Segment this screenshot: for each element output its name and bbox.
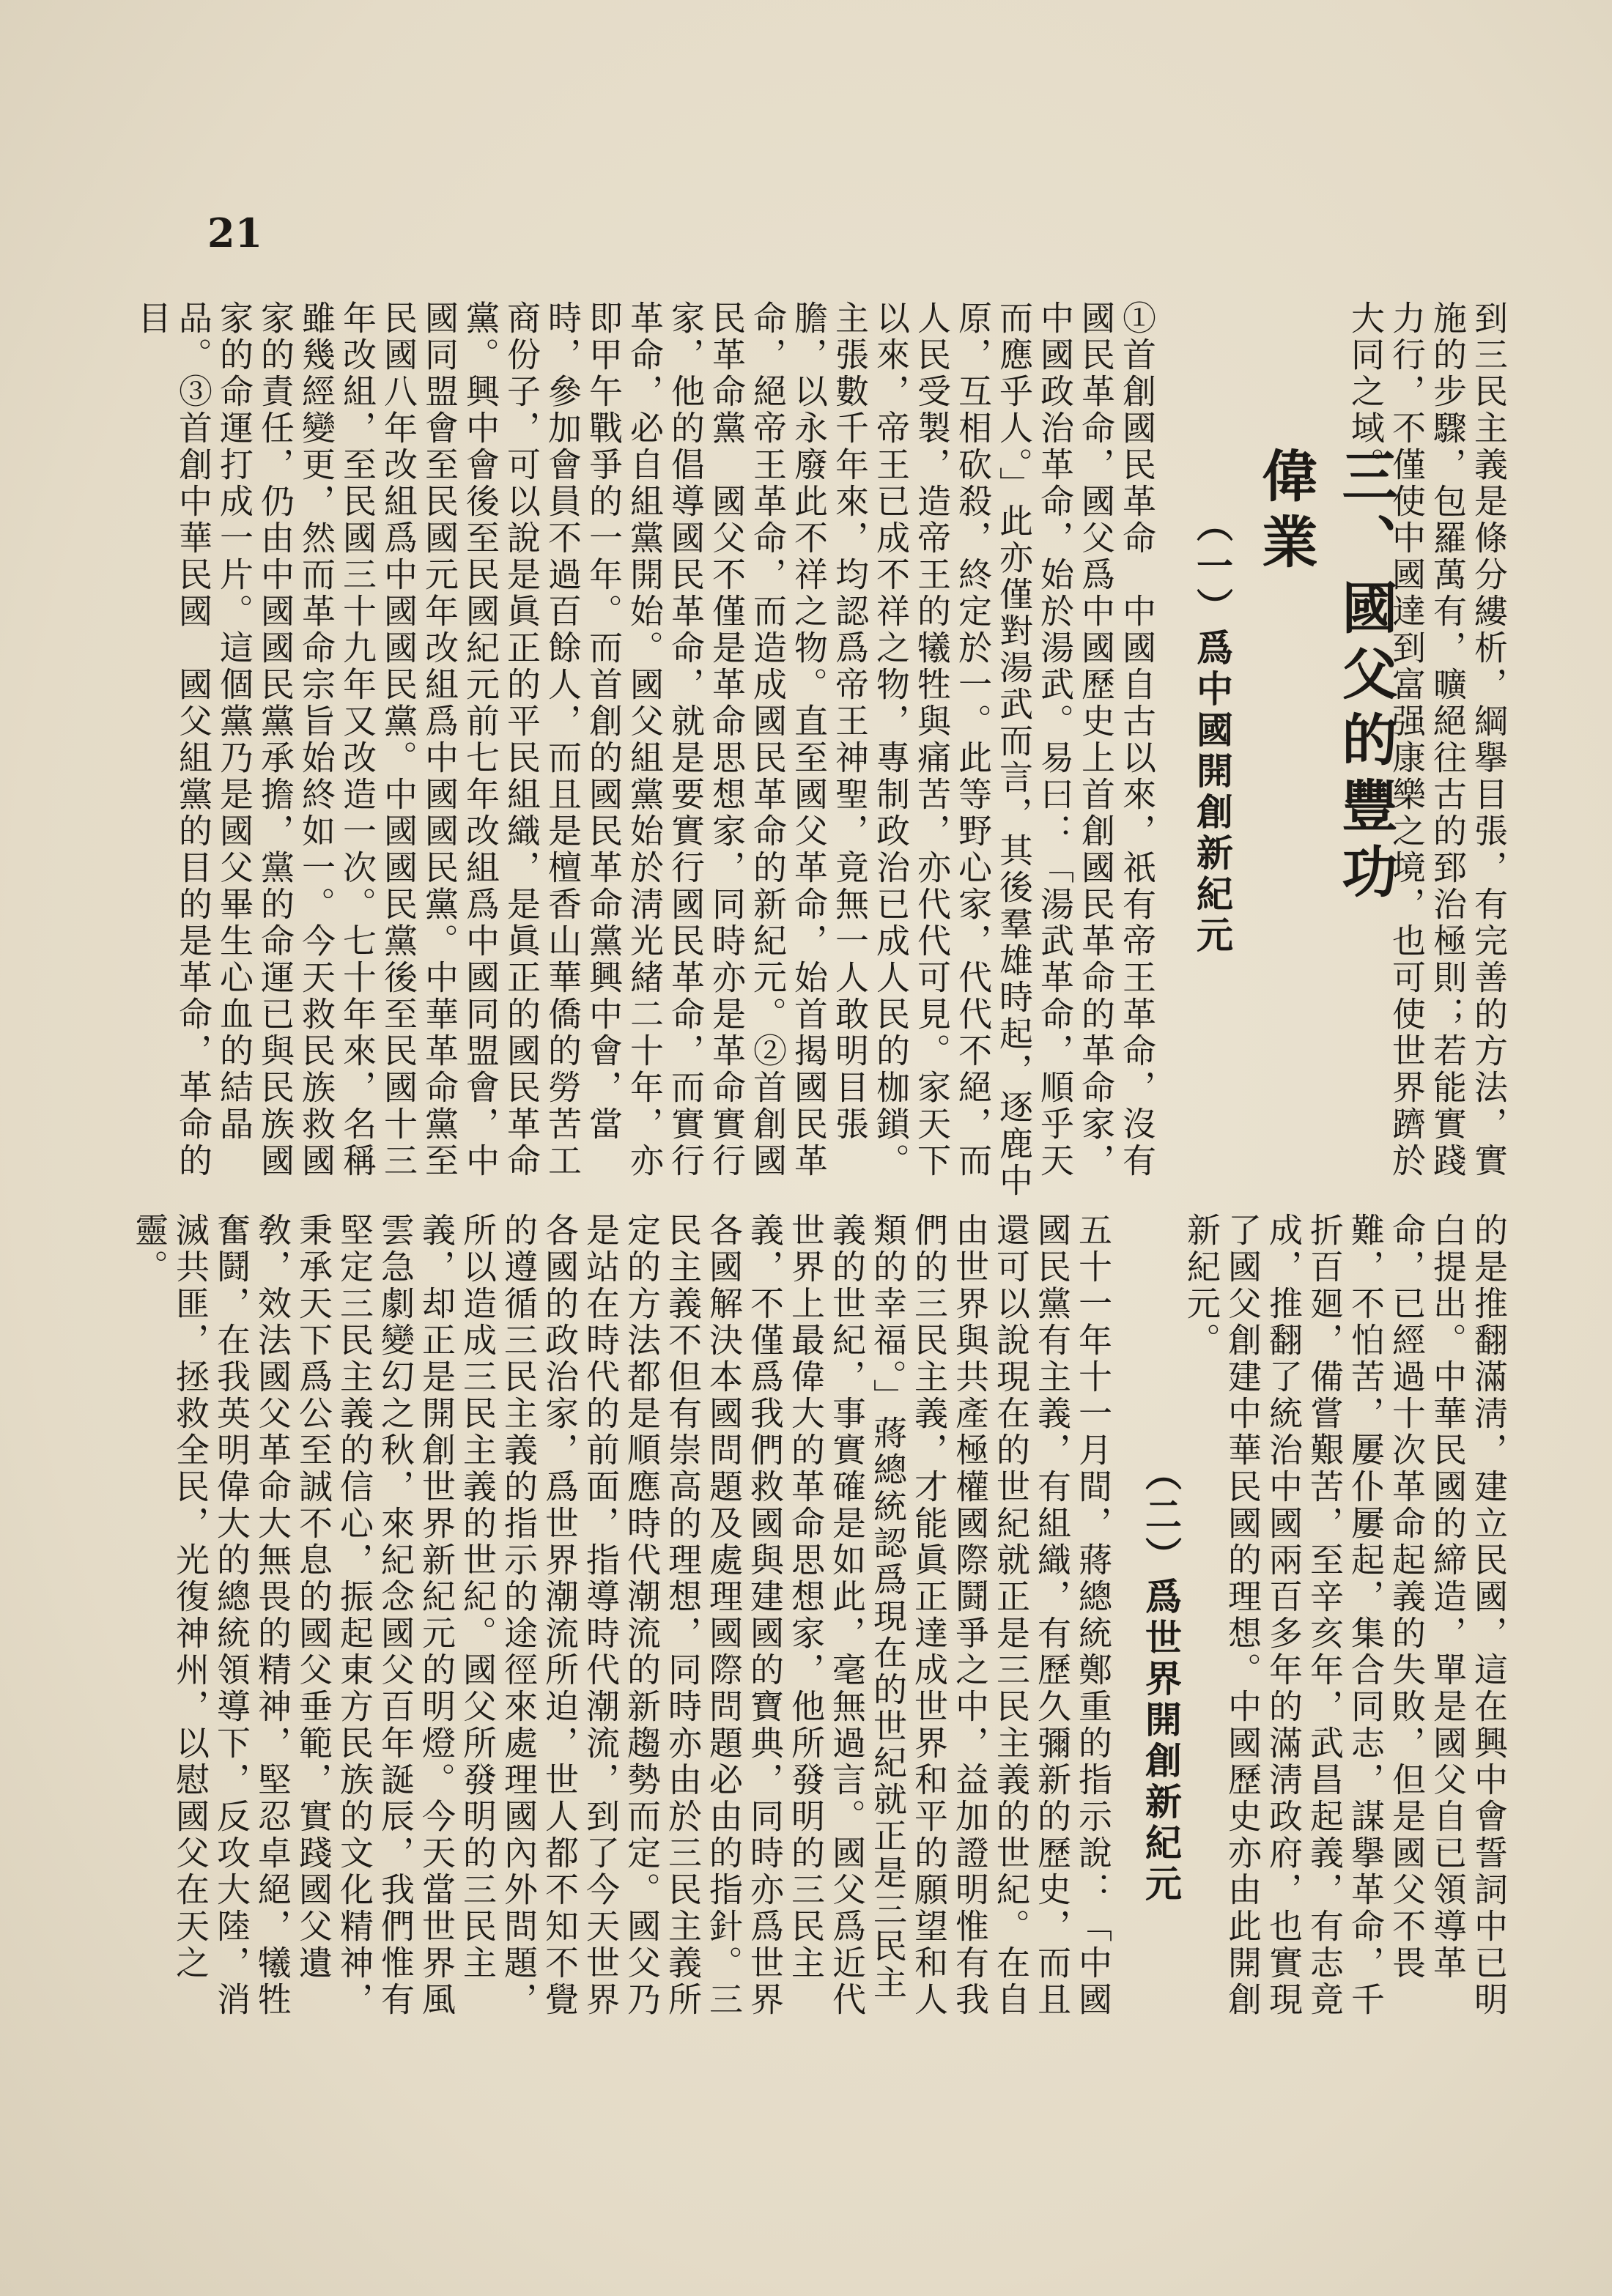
- subsection-1-text-upper: ①首創國民革命 中國自古以來，祇有帝王革命，沒有國民革命，國父爲中國歷史上首創國民革命的革命家，中國政治革命，始於湯武。易曰：「湯武革命，順乎天而應乎人。」此亦僅對湯武而言，其後羣雄時起，逐鹿中原，互相砍殺，終定於一。此等野心家，代代不絕，而人民受製，造帝王的犧牲與痛苦，亦代代可見。家天下以來，帝王已成不祥之物，專制政治已成人民的枷鎖。主張數千年來，均認爲帝王神聖，竟無一人敢明目張膽，以永廢此不祥之物。直至國父革命，始首揭國民革命，絕帝王革命，而造成國民革命的新紀元。②首創國民革命黨 國父不僅是革命思想家，同時亦是革命實行家，他的倡導國民革命，就是要實行國民革命，而實行革命，必自組黨開始。國父組黨始於淸光緒二十年，亦即甲午戰爭的一年。而首創的國民革命黨興中會，當時，參加會員不過百餘人，而且是檀香山華僑的勞苦工商份子，可以說是眞正的平民組織，是眞正的國民革命黨。興中會後至民國紀元前七年改組爲中國同盟會，中國同盟會至民國元年改組爲中國國民黨。中華革命黨至民國八年改組爲中國國民黨。中國國民黨後至民國十三年改組，至民國三十九年又改造一次。七十年來，名稱雖幾經變更，然而革命宗旨始終如一。今天救民族救國家的責任，仍由中國國民黨承擔，黨的命運已與民族國家的命運打成一片。這個黨乃是國父畢生心血的結晶品。③首創中華民國 國父組黨的目的是革命，革命的目: [133, 300, 1157, 1199]
- page-number: 21: [207, 210, 263, 256]
- subsection-2-text: 五十一年十一月間，蔣總統鄭重的指示說：「中國國民黨有主義，有組織，有歷久彌新的歷史，而且還可以說現在的世紀就正是三民主義的世紀。在自由世界與共產極權國際鬪爭之中，益加證明惟有我們的三民主義，才能眞正達成世界和平的願望和人類的幸福。」蔣總統認爲現在的世紀就正是三民主義的世紀，事實確是如此，毫無過言。國父爲近代世界上最偉大的革命思想家，他所發明的三民主義，不僅爲我們救國與建國的寶典，同時亦爲世界各國解決本國問題及處理國際問題必由的指針。三民主義不但有崇高的理想，同時亦由於三民主義所定的方法都是順應時代潮流的新趨勢而定。國父乃是站在時代的前面，指導時代潮流，到了今天世界各國的政治家，爲世界潮流所迫，世人都不知不覺的遵循三民主義的指示的途徑來處理國內外問題，所以造成三民主義的世紀。國父所發明的三民主義，却正是開創世界新紀元的明燈。今天當世界風雲急劇變幻之秋，來紀念國父百年誕辰，我們惟有堅定三民主義的信心，振起東方民族的文化精神，秉承天下爲公至誠不息的國父垂範，實踐國父遺敎，效法國父革命大無畏的精神，堅忍卓絕，犧牲奮鬪，在我英明偉大的總統領導下，反攻大陸，消滅共匪，拯救全民，光復神州，以慰國父在天之靈。: [130, 1212, 1113, 2018]
- subsection-1-text-lower: 的是推翻滿淸，建立民國，這在興中會誓詞中已明白提出。中華民國的締造，單是國父自已領導革命，已經過十次革命起義的失敗，但是國父不畏難，不怕苦，屢仆屢起，集合同志，謀擧革命，千折百廻，備嘗艱苦，至辛亥年，武昌起義，有志竟成，推翻了統治中國兩百多年的滿淸政府，也實現了國父創建中華民國的理想。中國歷史亦由此開創新紀元。: [1182, 1212, 1509, 2018]
- intro-paragraph: 到三民主義是條分縷析，綱擧目張，有完善的方法，實施的步驟，包羅萬有，曠絕往古的郅治極則；若能實踐力行，不僅使中國達到富强康樂之境，也可使世界躋於大同之域。: [1346, 300, 1509, 1180]
- section-title: 三、國父的豐功偉業: [1253, 447, 1398, 908]
- subsection-2-title: （二）爲世界開創新紀元: [1139, 1454, 1183, 1906]
- subsection-1-title: （一）爲中國開創新紀元: [1191, 506, 1234, 957]
